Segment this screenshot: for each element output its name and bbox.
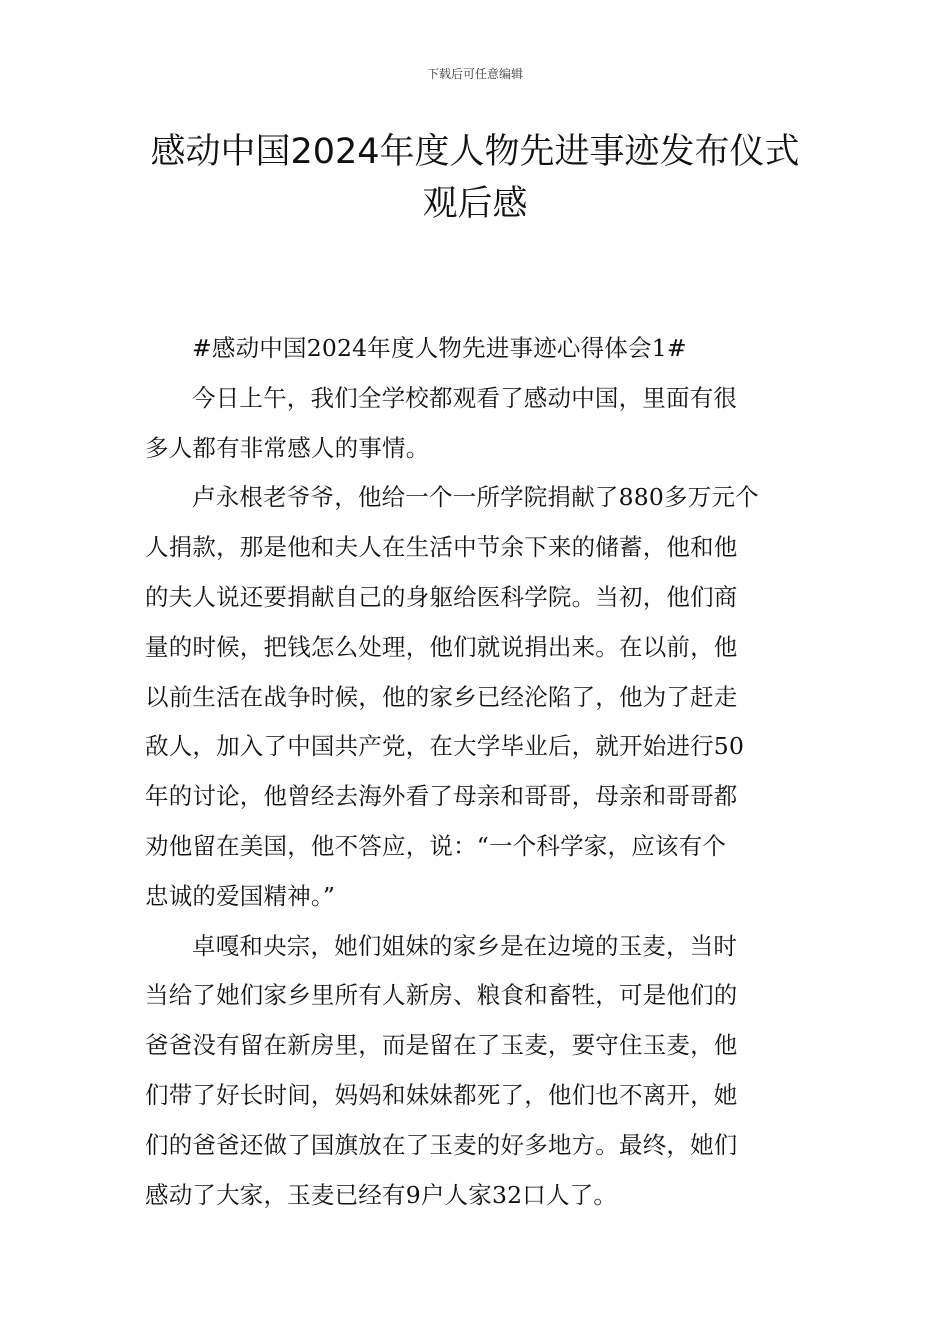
paragraph-1	[145, 374, 813, 474]
paragraph-line: 们带了好长时间，妈妈和妹妹都死了，他们也不离开，她	[145, 1080, 738, 1109]
paragraph-line: 感动了大家，玉麦已经有9户人家32口人了。	[145, 1180, 618, 1209]
title-line-2: 观后感	[422, 184, 528, 224]
paragraph-line: 卢永根老爷爷，他给一个一所学院捐献了880多万元个	[192, 483, 759, 512]
paragraph-2	[145, 473, 813, 921]
paragraph-line: 忠诚的爱国精神。”	[145, 881, 336, 910]
paragraph-line: 量的时候，把钱怎么处理，他们就说捐出来。在以前，他	[145, 632, 738, 661]
paragraph-line: 以前生活在战争时候，他的家乡已经沦陷了，他为了赶走	[145, 682, 738, 711]
paragraph-line: 多人都有非常感人的事情。	[145, 433, 430, 462]
paragraph-line: 劝他留在美国，他不答应，说：“一个科学家，应该有个	[145, 831, 727, 860]
paragraph-line: 人捐款，那是他和夫人在生活中节余下来的储蓄，他和他	[145, 533, 738, 562]
paragraph-line: 卓嘎和央宗，她们姐妹的家乡是在边境的玉麦，当时	[192, 931, 738, 960]
section-heading: #感动中国2024年度人物先进事迹心得体会1#	[192, 334, 687, 362]
document-body	[145, 324, 813, 1220]
paragraph-line: 当给了她们家乡里所有人新房、粮食和畜牲，可是他们的	[145, 981, 738, 1010]
paragraph-line: 年的讨论，他曾经去海外看了母亲和哥哥，母亲和哥哥都	[145, 782, 738, 811]
paragraph-line: 的夫人说还要捐献自己的身躯给医科学院。当初，他们商	[145, 582, 738, 611]
header-note: 下载后可任意编辑	[426, 67, 523, 81]
paragraph-line: 今日上午，我们全学校都观看了感动中国，里面有很	[192, 383, 738, 412]
paragraph-3	[145, 922, 813, 1221]
title-line-1: 感动中国2024年度人物先进事迹发布仪式	[150, 132, 800, 172]
paragraph-line: 敌人，加入了中国共产党，在大学毕业后，就开始进行50	[145, 732, 745, 761]
document-title	[120, 126, 830, 230]
paragraph-line: 们的爸爸还做了国旗放在了玉麦的好多地方。最终，她们	[145, 1130, 738, 1159]
paragraph-line: 爸爸没有留在新房里，而是留在了玉麦，要守住玉麦，他	[145, 1031, 738, 1060]
